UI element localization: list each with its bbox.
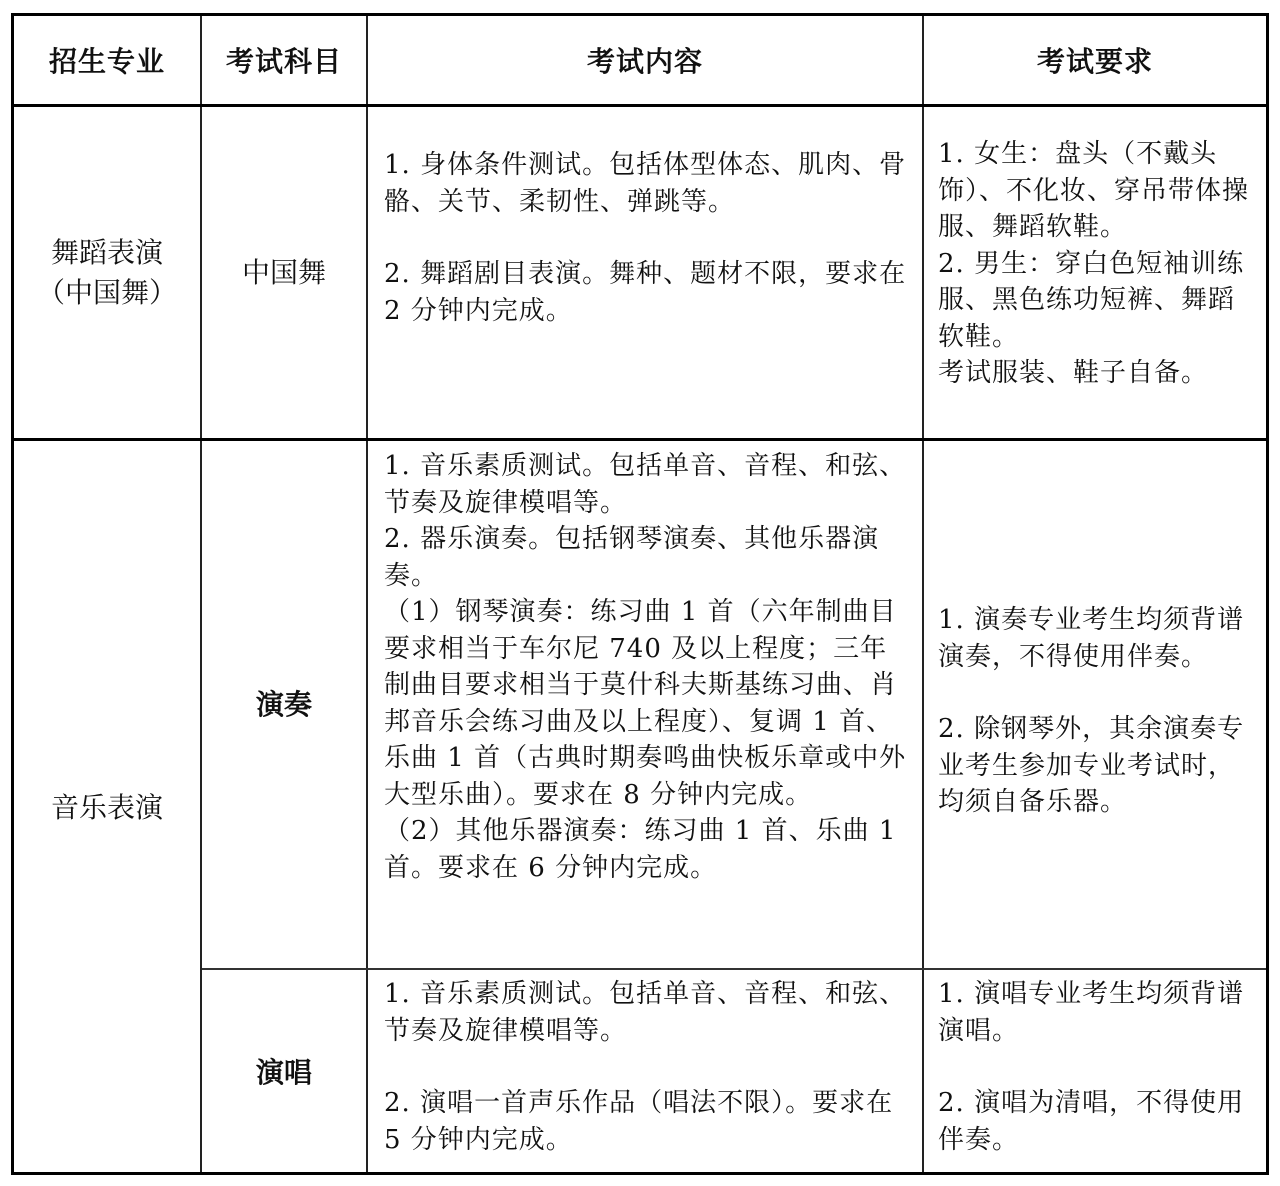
requirements-cell	[924, 136, 1266, 392]
requirement-item: 2. 男生：穿白色短袖训练服、黑色练功短裤、舞蹈软鞋。	[938, 248, 1245, 352]
major-cell-dance	[14, 107, 200, 438]
subject-cell-performance: 演奏	[255, 687, 312, 721]
content-cell	[368, 976, 922, 1158]
content-item: 2. 器乐演奏。包括钢琴演奏、其他乐器演奏。	[384, 524, 880, 591]
content-item: （1）钢琴演奏：练习曲 1 首（六年制曲目要求相当于车尔尼 740 及以上程度；三年制曲目要求相当于莫什科夫斯基练习曲、肖邦音乐会练习曲及以上程度）、复调 1 首、乐曲 1 首（古典时期奏鸣曲快板乐章或中外大型乐曲）。要求在 8 分钟内完成。	[384, 597, 907, 810]
major-cell-music: 音乐表演	[50, 791, 163, 824]
requirement-item: 1. 女生：盘头（不戴头饰）、不化妆、穿吊带体操服、舞蹈软鞋。	[938, 139, 1250, 242]
subject-cell-chinese-dance: 中国舞	[241, 255, 326, 289]
content-item: 1. 音乐素质测试。包括单音、音程、和弦、节奏及旋律模唱等。	[384, 979, 907, 1046]
requirement-item: 1. 演唱专业考生均须背谱演唱。	[938, 979, 1245, 1046]
header-subject: 考试科目	[225, 45, 342, 78]
requirement-item: 2. 演唱为清唱，不得使用伴奏。	[938, 1088, 1245, 1155]
content-item: （2）其他乐器演奏：练习曲 1 首、乐曲 1 首。要求在 6 分钟内完成。	[384, 816, 897, 883]
major-sublabel: （中国舞）	[36, 275, 177, 309]
content-item: 1. 身体条件测试。包括体型体态、肌肉、骨骼、关节、柔韧性、弹跳等。	[384, 150, 907, 217]
requirement-item: 2. 除钢琴外，其余演奏专业考生参加专业考试时，均须自备乐器。	[938, 714, 1245, 817]
subject-cell-vocal: 演唱	[255, 1055, 312, 1089]
content-item: 1. 音乐素质测试。包括单音、音程、和弦、节奏及旋律模唱等。	[384, 451, 907, 518]
header-content: 考试内容	[586, 45, 703, 78]
admission-exam-table	[11, 13, 1269, 1175]
content-cell	[368, 147, 922, 329]
header-requirements: 考试要求	[1036, 45, 1153, 78]
header-major: 招生专业	[48, 45, 165, 78]
requirements-cell	[924, 602, 1266, 821]
requirement-item: 考试服装、鞋子自备。	[938, 358, 1209, 388]
content-item: 2. 舞蹈剧目表演。舞种、题材不限，要求在 2 分钟内完成。	[384, 259, 907, 326]
content-item: 2. 演唱一首声乐作品（唱法不限）。要求在 5 分钟内完成。	[384, 1088, 894, 1155]
requirements-cell	[924, 976, 1266, 1158]
major-label: 舞蹈表演	[50, 235, 163, 269]
content-cell	[368, 448, 922, 886]
requirement-item: 1. 演奏专业考生均须背谱演奏，不得使用伴奏。	[938, 605, 1245, 672]
